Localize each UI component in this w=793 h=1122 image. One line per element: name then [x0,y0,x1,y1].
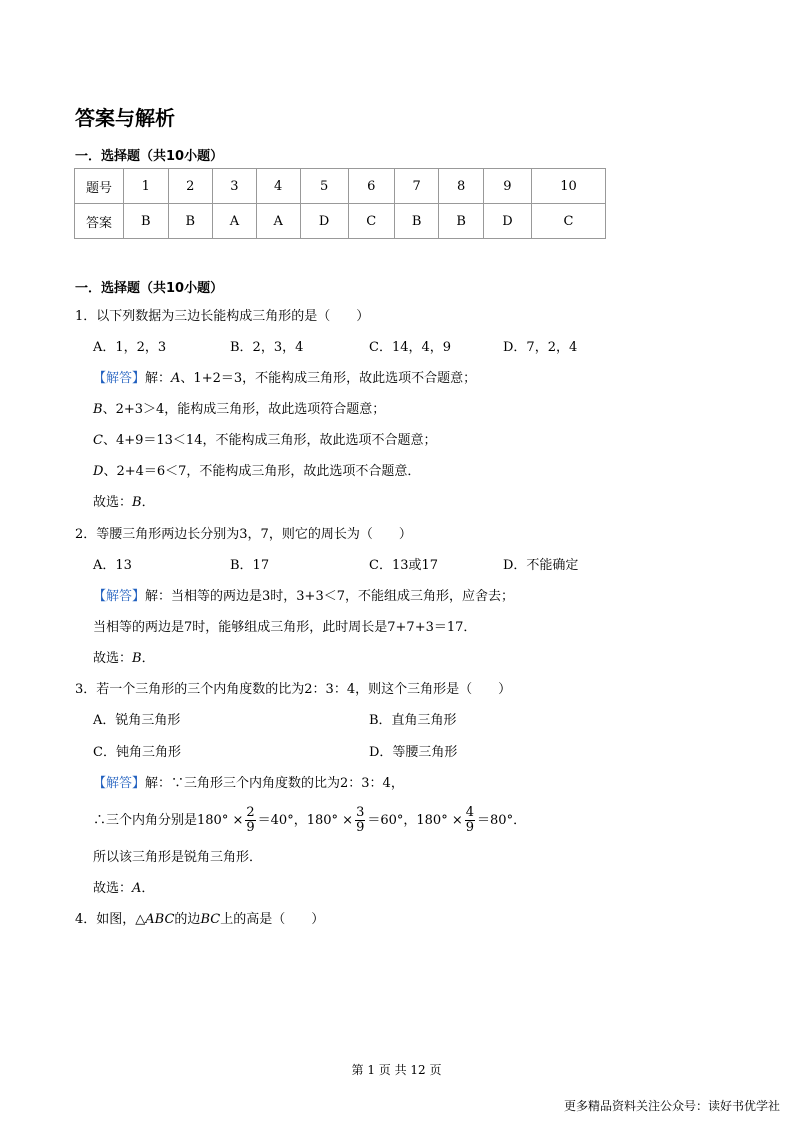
q1-option-d: D．7，2，4 [503,340,578,355]
solution-tag: 【解答】 [93,776,146,791]
fraction: $\frac{2}{9}$ [246,805,255,835]
q3-solution-line-1: 【解答】解：∵三角形三个内角度数的比为2：3：4， [93,776,404,791]
q3-option-c: C．钝角三角形 [93,745,181,760]
table-cell: A [256,204,300,239]
table-cell: 3 [213,169,257,204]
table-cell: 9 [483,169,531,204]
table-cell: B [168,204,213,239]
answer-table [74,168,606,239]
q2-option-c: C．13或17 [369,558,439,573]
q2-option-b: B．17 [230,558,270,573]
q1-option-c: C．14，4，9 [369,340,452,355]
q2-solution-line-2: 当相等的两边是7时，能够组成三角形，此时周长是7+7+3＝17． [93,620,477,635]
table-row-answers [75,204,606,239]
table-cell: C [348,204,394,239]
table-cell: 10 [532,169,606,204]
promo-footer: 更多精品资料关注公众号：读好书优学社 [563,1099,780,1113]
fraction: $\frac{3}{9}$ [356,805,365,835]
table-cell: D [483,204,531,239]
q3-solution-line-3: 所以该三角形是锐角三角形． [93,850,263,865]
q3-solution-line-2: ∴三个内角分别是180° × $\frac{2}{9}$ ＝40°，180° × $\frac{3}{9}$ ＝60°，180° × $\frac{4}{9}$ ＝80°． [93,805,527,835]
table-cell: 8 [439,169,484,204]
section-heading-2: 一．选择题（共10小题） [75,281,224,296]
table-cell: D [300,204,348,239]
q1-solution-line-4: D、2+4＝6＜7，不能构成三角形，故此选项不合题意． [93,464,421,479]
table-cell: B [394,204,439,239]
table-cell: 6 [348,169,394,204]
q4-stem: 4．如图，△ABC的边BC上的高是（ ） [75,912,325,927]
q1-choice: 故选：B． [93,495,155,510]
table-cell: 4 [256,169,300,204]
q2-stem: 2．等腰三角形两边长分别为3，7，则它的周长为（ ） [75,527,412,542]
solution-tag: 【解答】 [93,589,146,604]
q3-option-d: D．等腰三角形 [369,745,458,760]
q3-choice: 故选：A． [93,881,155,896]
q1-stem: 1．以下列数据为三边长能构成三角形的是（ ） [75,309,370,324]
q1-solution-line-2: B、2+3＞4，能构成三角形，故此选项符合题意； [93,402,386,417]
q1-solution-line-3: C、4+9＝13＜14，不能构成三角形，故此选项不合题意； [93,433,437,448]
q2-option-a: A．13 [93,558,132,573]
q1-option-a: A．1，2，3 [93,340,167,355]
q2-solution-line-1: 【解答】解：当相等的两边是3时，3+3＜7，不能组成三角形，应舍去； [93,589,514,604]
table-cell: B [439,204,484,239]
q3-stem: 3．若一个三角形的三个内角度数的比为2：3：4，则这个三角形是（ ） [75,682,512,697]
section-heading: 一．选择题（共10小题） [75,149,224,164]
table-cell: A [213,204,257,239]
page-title: 答案与解析 [75,106,175,130]
table-cell: C [532,204,606,239]
table-row-numbers [75,169,606,204]
page-number: 第 1 页 共 12 页 [351,1063,442,1077]
fraction: $\frac{4}{9}$ [465,805,475,835]
q3-option-b: B．直角三角形 [369,713,457,728]
q3-option-a: A．锐角三角形 [93,713,181,728]
table-cell: 1 [124,169,169,204]
table-cell: 5 [300,169,348,204]
table-header-number: 题号 [75,169,124,204]
table-cell: 2 [168,169,213,204]
table-cell: 7 [394,169,439,204]
table-cell: B [124,204,169,239]
q2-choice: 故选：B． [93,651,155,666]
q1-solution-line-1: 【解答】解：A、1+2＝3，不能构成三角形，故此选项不合题意； [93,371,477,386]
table-header-answer: 答案 [75,204,124,239]
q2-option-d: D．不能确定 [503,558,579,573]
solution-tag: 【解答】 [93,371,146,386]
q1-option-b: B．2，3，4 [230,340,304,355]
